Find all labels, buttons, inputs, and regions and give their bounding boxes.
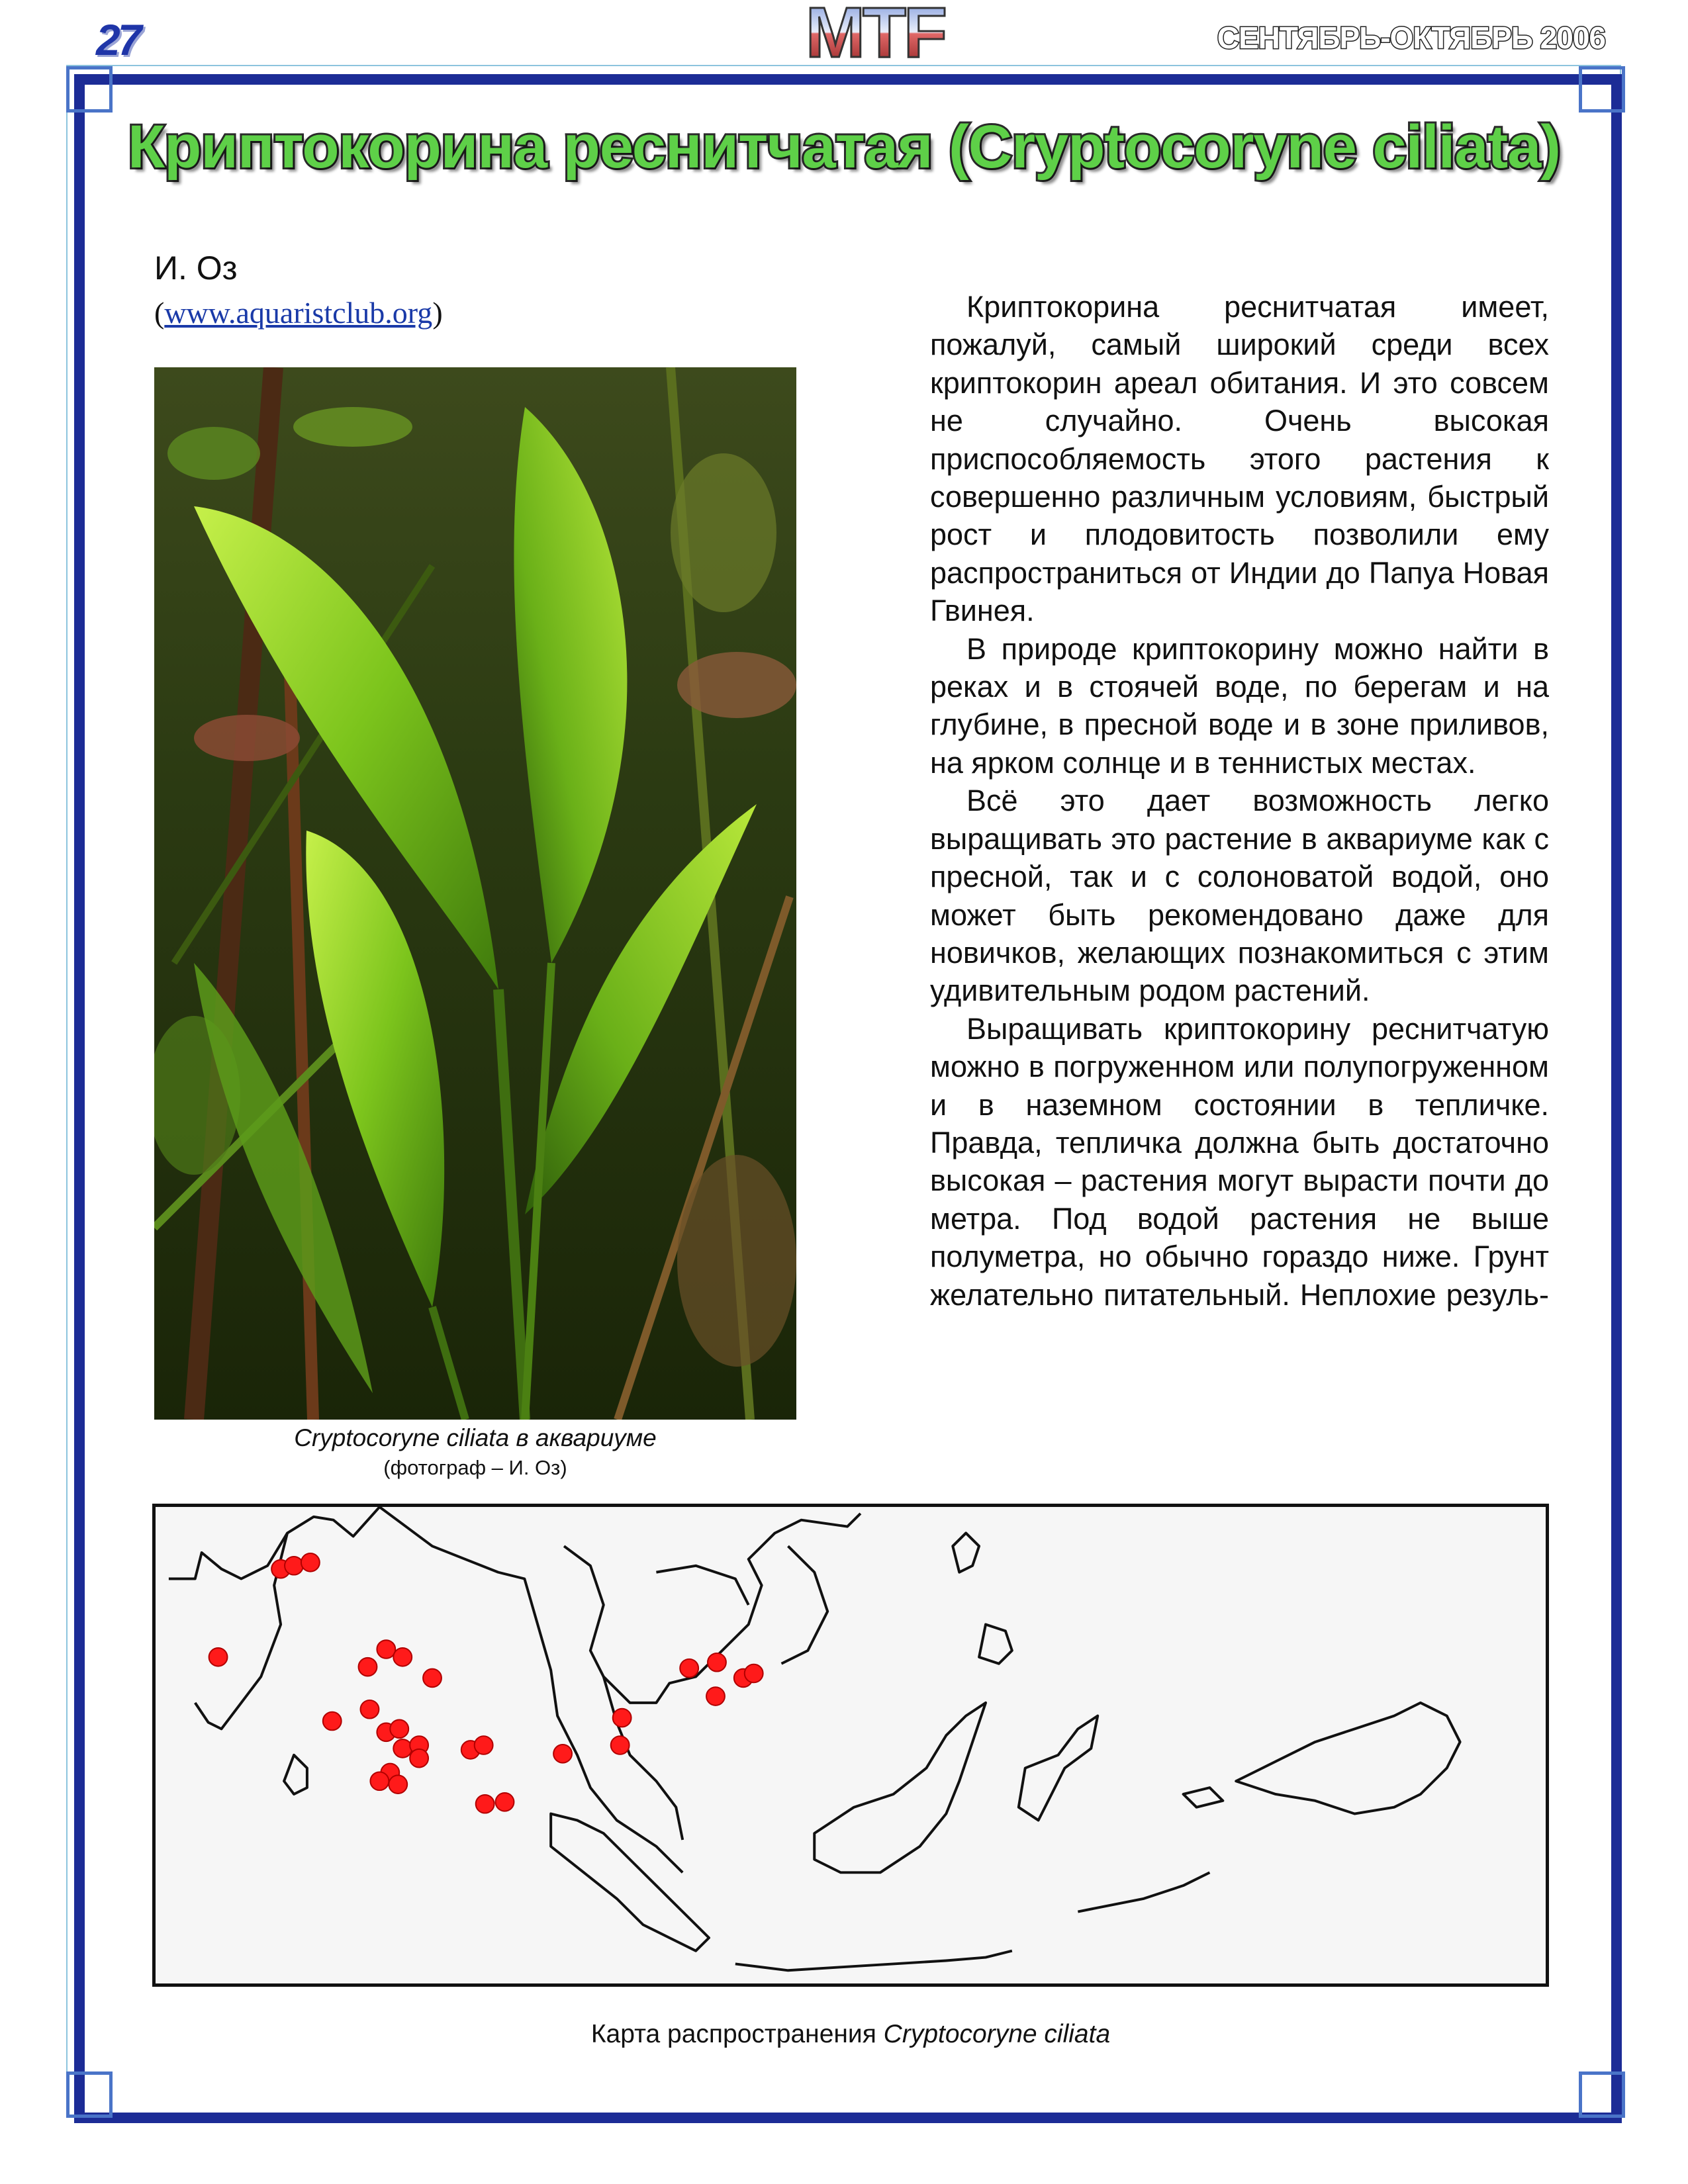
coast-gulf-thailand	[656, 1566, 748, 1605]
photo-caption: Cryptocoryne ciliata в аквариуме	[294, 1424, 657, 1451]
coast-indochina	[564, 1514, 861, 1703]
map-caption	[152, 2020, 1549, 2049]
author-name: И. Оз	[154, 250, 238, 287]
page-number: 27	[96, 15, 140, 64]
map-marker	[423, 1669, 442, 1688]
magazine-logo	[794, 0, 957, 64]
island-lesser-sunda	[1078, 1872, 1209, 1911]
map-marker	[611, 1736, 630, 1754]
map-marker	[209, 1648, 228, 1666]
frame-corner-bottom-right	[1579, 2071, 1625, 2118]
map-marker	[389, 1775, 407, 1794]
map-marker	[496, 1793, 514, 1811]
island-new-guinea	[1236, 1703, 1460, 1814]
map-marker	[393, 1739, 412, 1758]
coast-vietnam	[781, 1546, 827, 1664]
island-sumatra	[551, 1814, 709, 1951]
island-borneo	[814, 1703, 986, 1872]
map-marker	[613, 1709, 632, 1727]
map-marker	[475, 1736, 493, 1754]
map-marker	[680, 1659, 698, 1678]
map-marker	[323, 1712, 342, 1731]
source-link[interactable]: www.aquaristclub.org	[164, 296, 433, 330]
paragraph-2: В природе криптокорину можно найти в реках и в стоячей воде, по берегам и на глубине, в пресной воде и в зоне приливов, на ярком солнце и в теннистых местах.	[930, 631, 1549, 780]
map-marker	[285, 1557, 303, 1575]
plant-photo	[154, 367, 796, 1420]
frame-corner-bottom-left	[66, 2071, 113, 2118]
island-java	[735, 1951, 1012, 1971]
coast-bay-of-bengal	[379, 1507, 682, 1872]
map-marker	[377, 1640, 395, 1659]
island-mindanao	[979, 1625, 1012, 1664]
map-marker	[361, 1700, 379, 1719]
island-luzon	[953, 1533, 979, 1572]
map-marker	[301, 1553, 320, 1572]
source-paren-open: (	[154, 296, 165, 330]
map-marker	[476, 1795, 494, 1813]
logo-text: MTF	[806, 0, 945, 64]
island-halmahera	[1184, 1788, 1223, 1807]
frame-corner-top-left	[66, 66, 113, 113]
article-title: Криптокорина реснитчатая (Cryptocoryne ciliata)	[128, 113, 1560, 181]
island-sulawesi	[1019, 1716, 1098, 1821]
frame-corner-top-right	[1579, 66, 1625, 113]
paragraph-4: Выращивать криптокорину реснитчатую можно в погруженном или полупогруженном и в наземном состоянии в тепличке. Правда, тепличка должна быть достаточно высокая – растения могут вырасти почти до метра. Под водой растения не выше полуметра, но обычно гораздо ниже. Грунт желательно питательный. Неплохие резуль-	[930, 1011, 1549, 1312]
map-marker	[359, 1658, 377, 1676]
distribution-map	[152, 1504, 1549, 1987]
map-marker	[708, 1653, 726, 1672]
map-marker	[706, 1687, 725, 1706]
coast-malay-peninsula	[604, 1676, 682, 1840]
photo-credit: (фотограф – И. Оз)	[383, 1456, 567, 1479]
island-sri-lanka	[284, 1755, 307, 1794]
map-marker	[393, 1648, 412, 1666]
source-line	[154, 295, 443, 330]
map-marker	[410, 1749, 428, 1768]
map-marker	[370, 1772, 389, 1790]
paragraph-1: Криптокорина реснитчатая имеет, пожалуй, самый широкий среди всех криптокорин ареал обитания. И это совсем не случайно. Очень высокая приспособляемость этого растения к совершенно различным условиям, быстрый рост и плодовитость позволили ему распространиться от Индии до Папуа Новая Гвинея.	[930, 290, 1549, 628]
map-marker	[553, 1745, 572, 1763]
map-marker	[745, 1664, 763, 1683]
paragraph-3: Всё это дает возможность легко выращивать это растение в аквариуме как с пресной, так и с солоноватой водой, оно может быть рекомендовано даже для новичков, желающих познакомиться с этим удивительным родом растений.	[930, 784, 1549, 1008]
issue-date: СЕНТЯБРЬ-ОКТЯБРЬ 2006	[1217, 21, 1605, 55]
article-body	[930, 288, 1549, 1314]
map-caption-prefix: Карта распространения	[590, 2020, 884, 2048]
source-paren-close: )	[432, 296, 443, 330]
map-caption-species: Cryptocoryne ciliata	[883, 2020, 1111, 2048]
map-marker	[390, 1720, 408, 1739]
